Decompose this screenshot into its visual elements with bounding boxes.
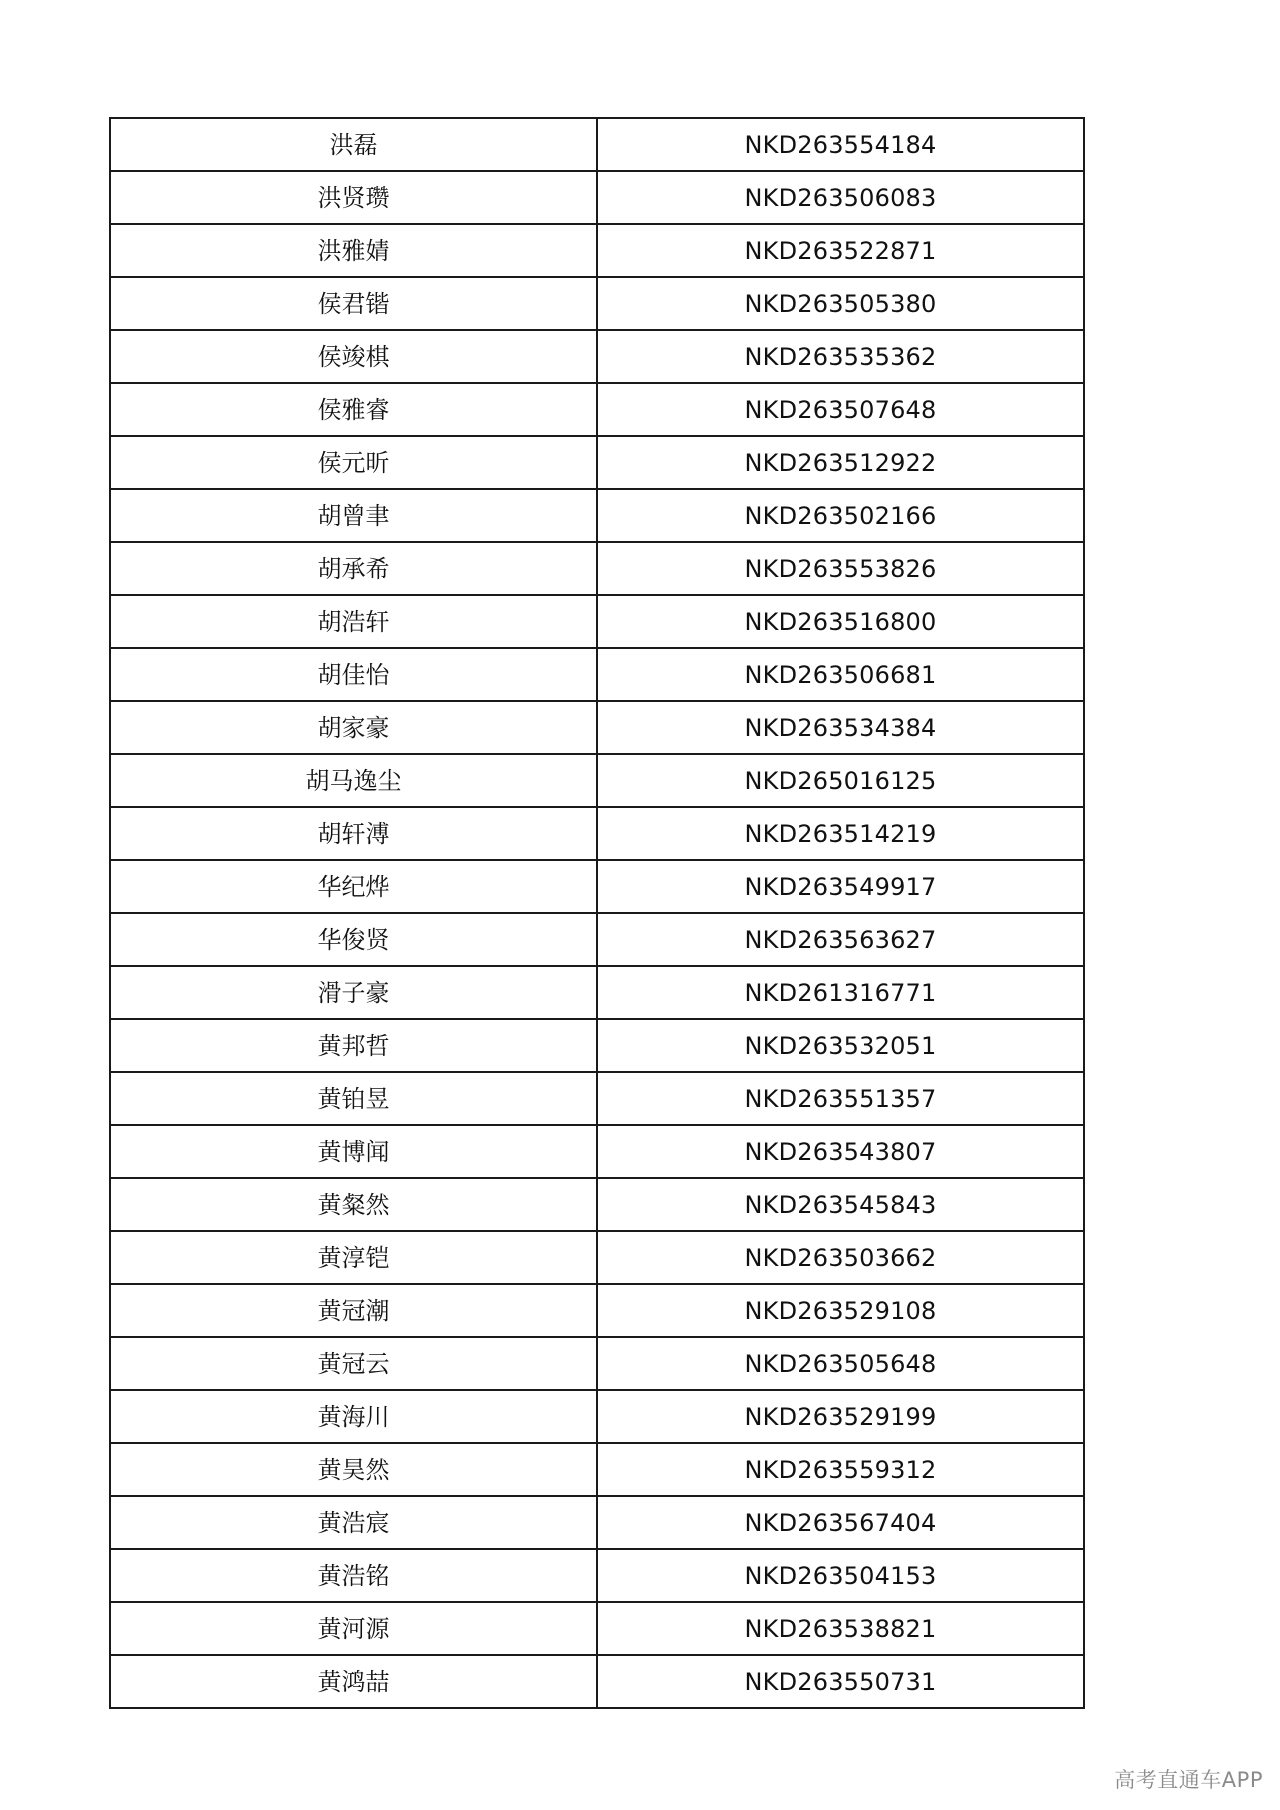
table-row — [110, 383, 1084, 436]
table-row — [110, 224, 1084, 277]
table-row — [110, 171, 1084, 224]
table-row — [110, 1655, 1084, 1708]
registration-id-cell: NKD263538821 — [597, 1602, 1084, 1655]
roster-body — [110, 118, 1084, 1708]
registration-id-cell: NKD263529108 — [597, 1284, 1084, 1337]
student-name-cell: 侯竣棋 — [110, 330, 597, 383]
roster-table — [109, 117, 1085, 1709]
table-row — [110, 860, 1084, 913]
student-name-cell: 胡浩轩 — [110, 595, 597, 648]
student-name-cell: 黄冠潮 — [110, 1284, 597, 1337]
student-name-cell: 黄铂昱 — [110, 1072, 597, 1125]
registration-id-cell: NKD263563627 — [597, 913, 1084, 966]
registration-id-cell: NKD263502166 — [597, 489, 1084, 542]
registration-id-cell: NKD263543807 — [597, 1125, 1084, 1178]
registration-id-cell: NKD263504153 — [597, 1549, 1084, 1602]
registration-id-cell: NKD263535362 — [597, 330, 1084, 383]
table-row — [110, 648, 1084, 701]
student-name-cell: 侯雅睿 — [110, 383, 597, 436]
student-name-cell: 洪雅婧 — [110, 224, 597, 277]
registration-id-cell: NKD263512922 — [597, 436, 1084, 489]
table-row — [110, 1072, 1084, 1125]
registration-id-cell: NKD263505380 — [597, 277, 1084, 330]
registration-id-cell: NKD265016125 — [597, 754, 1084, 807]
table-row — [110, 913, 1084, 966]
registration-id-cell: NKD263505648 — [597, 1337, 1084, 1390]
table-row — [110, 701, 1084, 754]
table-row — [110, 1443, 1084, 1496]
student-name-cell: 黄河源 — [110, 1602, 597, 1655]
student-name-cell: 胡轩溥 — [110, 807, 597, 860]
registration-id-cell: NKD263506681 — [597, 648, 1084, 701]
student-name-cell: 黄冠云 — [110, 1337, 597, 1390]
table-row — [110, 330, 1084, 383]
table-row — [110, 277, 1084, 330]
table-row — [110, 1019, 1084, 1072]
student-name-cell: 黄淳铠 — [110, 1231, 597, 1284]
table-row — [110, 966, 1084, 1019]
registration-id-cell: NKD263534384 — [597, 701, 1084, 754]
table-row — [110, 1496, 1084, 1549]
student-name-cell: 黄浩铭 — [110, 1549, 597, 1602]
table-row — [110, 489, 1084, 542]
table-row — [110, 807, 1084, 860]
table-row — [110, 1337, 1084, 1390]
table-row — [110, 1125, 1084, 1178]
student-name-cell: 洪磊 — [110, 118, 597, 171]
student-name-cell: 洪贤瓒 — [110, 171, 597, 224]
registration-id-cell: NKD263567404 — [597, 1496, 1084, 1549]
table-row — [110, 1390, 1084, 1443]
student-name-cell: 黄昊然 — [110, 1443, 597, 1496]
table-row — [110, 1178, 1084, 1231]
registration-id-cell: NKD263553826 — [597, 542, 1084, 595]
student-name-cell: 华纪烨 — [110, 860, 597, 913]
table-row — [110, 1231, 1084, 1284]
table-row — [110, 118, 1084, 171]
registration-id-cell: NKD263559312 — [597, 1443, 1084, 1496]
table-row — [110, 1284, 1084, 1337]
registration-id-cell: NKD261316771 — [597, 966, 1084, 1019]
student-name-cell: 黄鸿喆 — [110, 1655, 597, 1708]
table-row — [110, 436, 1084, 489]
watermark-text: 高考直通车APP — [1114, 1768, 1263, 1792]
registration-id-cell: NKD263516800 — [597, 595, 1084, 648]
table-row — [110, 754, 1084, 807]
table-row — [110, 595, 1084, 648]
registration-id-cell: NKD263545843 — [597, 1178, 1084, 1231]
registration-id-cell: NKD263554184 — [597, 118, 1084, 171]
table-row — [110, 1549, 1084, 1602]
student-name-cell: 黄博闻 — [110, 1125, 597, 1178]
registration-id-cell: NKD263507648 — [597, 383, 1084, 436]
student-name-cell: 胡佳怡 — [110, 648, 597, 701]
student-name-cell: 侯元昕 — [110, 436, 597, 489]
student-name-cell: 黄邦哲 — [110, 1019, 597, 1072]
student-name-cell: 滑子豪 — [110, 966, 597, 1019]
registration-id-cell: NKD263532051 — [597, 1019, 1084, 1072]
table-row — [110, 1602, 1084, 1655]
student-name-cell: 华俊贤 — [110, 913, 597, 966]
registration-id-cell: NKD263529199 — [597, 1390, 1084, 1443]
registration-id-cell: NKD263549917 — [597, 860, 1084, 913]
student-name-cell: 侯君锴 — [110, 277, 597, 330]
student-name-cell: 胡曾聿 — [110, 489, 597, 542]
registration-id-cell: NKD263503662 — [597, 1231, 1084, 1284]
registration-id-cell: NKD263550731 — [597, 1655, 1084, 1708]
registration-id-cell: NKD263514219 — [597, 807, 1084, 860]
registration-id-cell: NKD263522871 — [597, 224, 1084, 277]
registration-id-cell: NKD263551357 — [597, 1072, 1084, 1125]
student-name-cell: 黄粲然 — [110, 1178, 597, 1231]
student-name-cell: 黄海川 — [110, 1390, 597, 1443]
student-name-cell: 胡家豪 — [110, 701, 597, 754]
registration-id-cell: NKD263506083 — [597, 171, 1084, 224]
student-name-cell: 黄浩宸 — [110, 1496, 597, 1549]
student-name-cell: 胡马逸尘 — [110, 754, 597, 807]
table-row — [110, 542, 1084, 595]
student-name-cell: 胡承希 — [110, 542, 597, 595]
